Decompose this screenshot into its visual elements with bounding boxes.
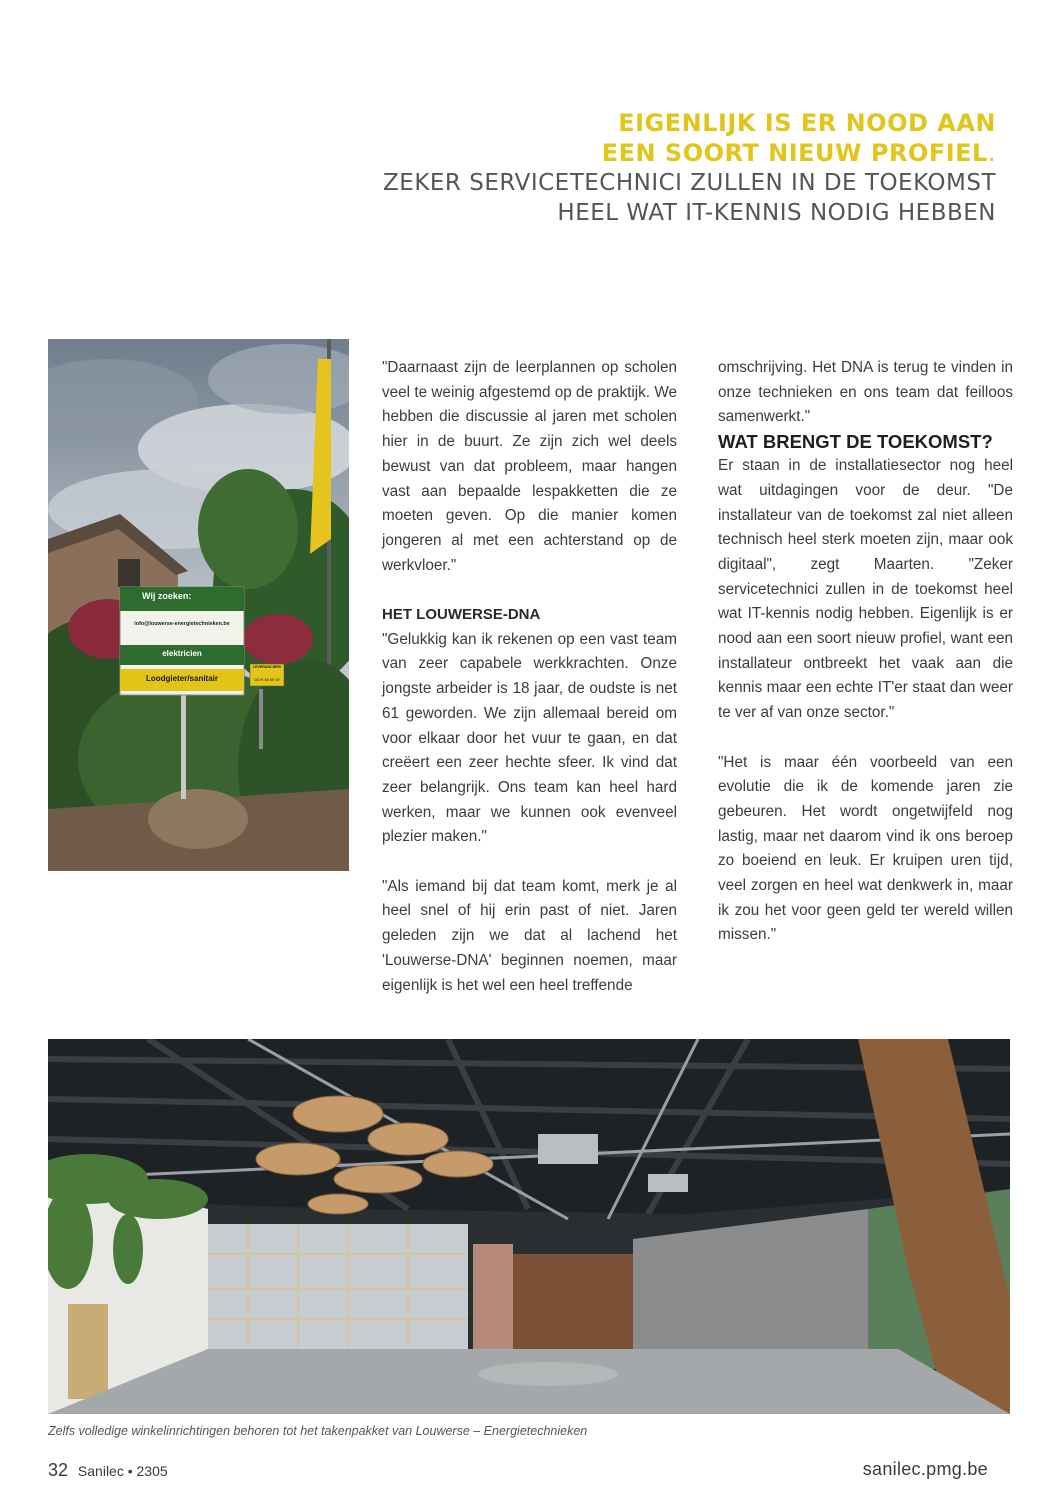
subheading-louwerse-dna: HET LOUWERSE-DNA [382,606,541,624]
pull-quote-period: . [987,139,996,167]
pull-quote-line-2 [296,138,996,168]
photo-shop-interior [48,1039,1010,1414]
photo-shop-interior-illustration [48,1039,1010,1414]
sign-row-1: elektricien [162,649,202,658]
column-2-paragraph-1: omschrijving. Het DNA is terug te vinden in onze technieken en ons team dat feilloos samenwerkt." [718,359,1013,426]
pull-quote-line-3: ZEKER SERVICETECHNICI ZULLEN IN DE TOEKOMST [383,170,996,196]
column-1-paragraph-1: "Daarnaast zijn de leerplannen op scholen veel te weinig afgestemd op de praktijk. We hebben die discussie al jaren met scholen hier in de buurt. Ze zijn zich wel deels bewust van dat probleem, maar hangen vast aan bepaalde lespakketten die ze moeten geven. Op die manier komen jongeren al met een achterstand op de werkvloer." [382,359,677,574]
article-column-1 [382,356,677,998]
magazine-issue: Sanilec • 2305 [77,1463,168,1479]
sign-email: info@louwerse-energietechnieken.be [134,621,230,627]
small-sign-phone: 0479 46 69 92 [254,677,280,682]
photo-caption: Zelfs volledige winkelinrichtingen behoren tot het takenpakket van Louwerse – Energietechnieken [48,1424,588,1438]
photo-recruitment-sign [48,339,349,871]
pull-quote-line-1: EIGENLIJK IS ER NOOD AAN [618,109,996,137]
column-2-paragraph-2: Er staan in de installatiesector nog heel wat uitdagingen voor de deur. "De installateur van de toekomst zal niet alleen technisch heel sterk moeten zijn, maar ook digitaal", zegt Maarten. "Zeker servicetechnici zullen in de toekomst heel wat IT-kennis nodig hebben. Eigenlijk is er nood aan een soort nieuw profiel, want een installateur ontbreekt het vaak aan die kennis maar een echte IT'er staat dan weer te ver af van onze sector." [718,457,1013,722]
pull-quote-line-2-text: EEN SOORT NIEUW PROFIEL [601,139,988,167]
pull-quote [296,108,996,228]
column-1-paragraph-2: "Gelukkig kan ik rekenen op een vast team van zeer capabele werkkrachten. Onze jongste arbeider is 18 jaar, de oudste is net 61 geworden. We zijn allemaal bereid om voor elkaar door het vuur te gaan, en dat creëert een zeer hechte sfeer. Ik vind dat zeer belangrijk. Ons team kan heel hard werken, maar we kunnen ook evenveel plezier maken." [382,630,677,846]
heading-toekomst: WAT BRENGT DE TOEKOMST? [718,431,993,453]
footer-left [48,1460,168,1481]
column-1-paragraph-3: "Als iemand bij dat team komt, merk je al heel snel of hij erin past of niet. Jaren geleden zijn we dat al lachend het 'Louwerse-DNA' beginnen noemen, maar eigenlijk is het wel een heel treffende [382,877,677,994]
sign-title: Wij zoeken: [142,591,192,601]
column-2-paragraph-3: "Het is maar één voorbeeld van een evolutie die ik de komende jaren zie gebeuren. Het wordt ongetwijfeld nog lastig, maar net daarom vind ik ons beroep zo boeiend en leuk. Er kruipen uren tijd, veel zorgen en heel wat denkwerk in, maar ik zou het voor geen geld ter wereld willen missen." [718,753,1013,944]
pull-quote-line-4: HEEL WAT IT-KENNIS NODIG HEBBEN [557,200,996,226]
photo-recruitment-sign-illustration [48,339,349,871]
small-sign-label: LEVERANCIERS [252,665,282,669]
sign-row-2: Loodgieter/sanitair [145,674,218,683]
footer-website-link[interactable]: sanilec.pmg.be [862,1459,988,1479]
page-number: 32 [48,1460,69,1480]
article-column-2 [718,356,1013,948]
